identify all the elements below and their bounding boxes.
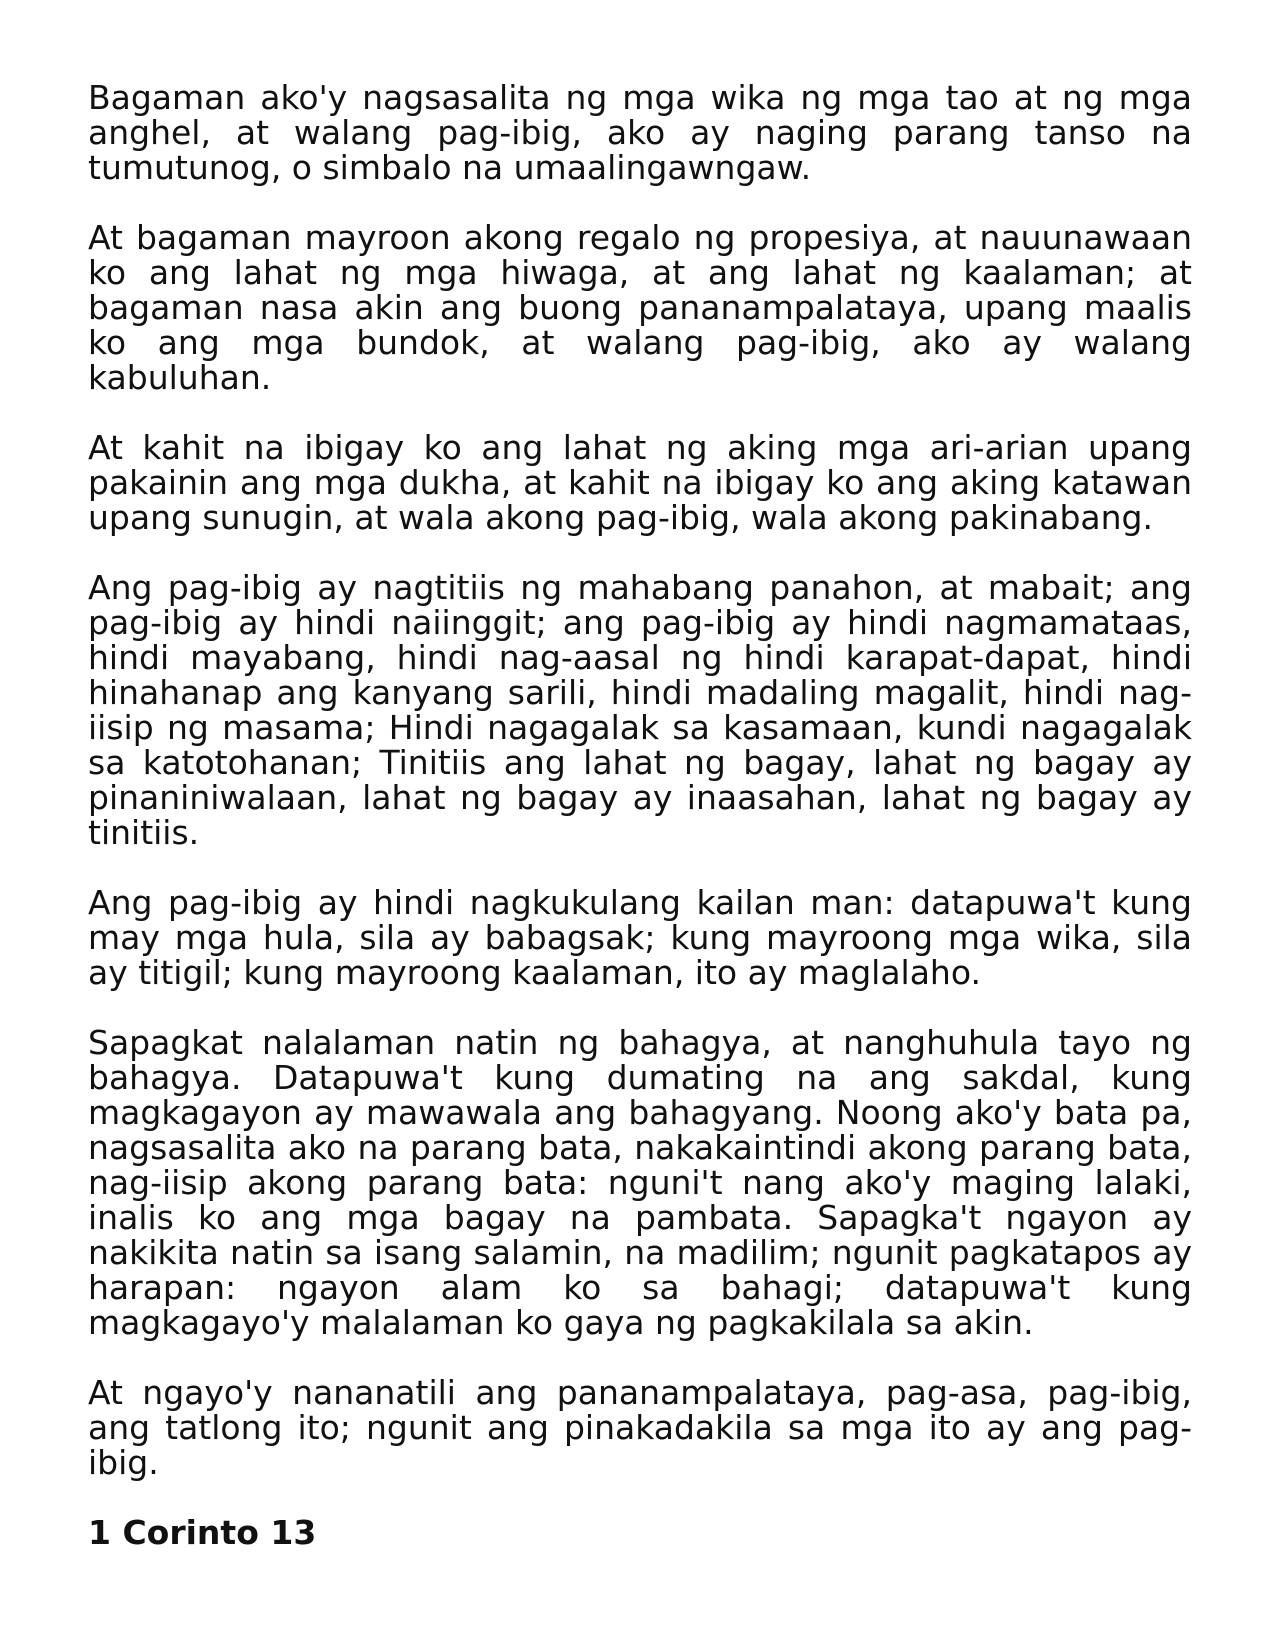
paragraph-7: At ngayo'y nananatili ang pananampalataya, pag-asa, pag-ibig, ang tatlong ito; ngunit ang pinakadakila sa mga ito ay ang pag-ibig. [88,1373,1192,1482]
document-page [88,80,1192,1550]
paragraph-5: Ang pag-ibig ay hindi nagkukulang kailan man: datapuwa't kung may mga hula, sila ay babagsak; kung mayroong mga wika, sila ay titigil; kung mayroong kaalaman, ito ay maglalaho. [88,883,1192,992]
paragraph-3: At kahit na ibigay ko ang lahat ng aking mga ari-arian upang pakainin ang mga dukha, at kahit na ibigay ko ang aking katawan upang sunugin, at wala akong pag-ibig, wala akong pakinabang. [88,428,1192,537]
scripture-reference: 1 Corinto 13 [88,1513,317,1552]
paragraph-1: Bagaman ako'y nagsasalita ng mga wika ng mga tao at ng mga anghel, at walang pag-ibig, ako ay naging parang tanso na tumutunog, o simbalo na umaalingawngaw. [88,78,1192,187]
paragraph-4: Ang pag-ibig ay nagtitiis ng mahabang panahon, at mabait; ang pag-ibig ay hindi naiinggit; ang pag-ibig ay hindi nagmamataas, hindi mayabang, hindi nag-aasal ng hindi karapat-dapat, hindi hinahanap ang kanyang sarili, hindi madaling magalit, hindi nag-iisip ng masama; Hindi nagagalak sa kasamaan, kundi nagagalak sa katotohanan; Tinitiis ang lahat ng bagay, lahat ng bagay ay pinaniniwalaan, lahat ng bagay ay inaasahan, lahat ng bagay ay tinitiis. [88,568,1192,852]
paragraph-2: At bagaman mayroon akong regalo ng propesiya, at nauunawaan ko ang lahat ng mga hiwaga, at ang lahat ng kaalaman; at bagaman nasa akin ang buong pananampalataya, upang maalis ko ang mga bundok, at walang pag-ibig, ako ay walang kabuluhan. [88,218,1192,397]
paragraph-6: Sapagkat nalalaman natin ng bahagya, at nanghuhula tayo ng bahagya. Datapuwa't kung dumating na ang sakdal, kung magkagayon ay mawawala ang bahagyang. Noong ako'y bata pa, nagsasalita ako na parang bata, nakakaintindi akong parang bata, nag-iisip akong parang bata: nguni't nang ako'y maging lalaki, inalis ko ang mga bagay na pambata. Sapagka't ngayon ay nakikita natin sa isang salamin, na madilim; ngunit pagkatapos ay harapan: ngayon alam ko sa bahagi; datapuwa't kung magkagayo'y malalaman ko gaya ng pagkakilala sa akin. [88,1023,1192,1342]
